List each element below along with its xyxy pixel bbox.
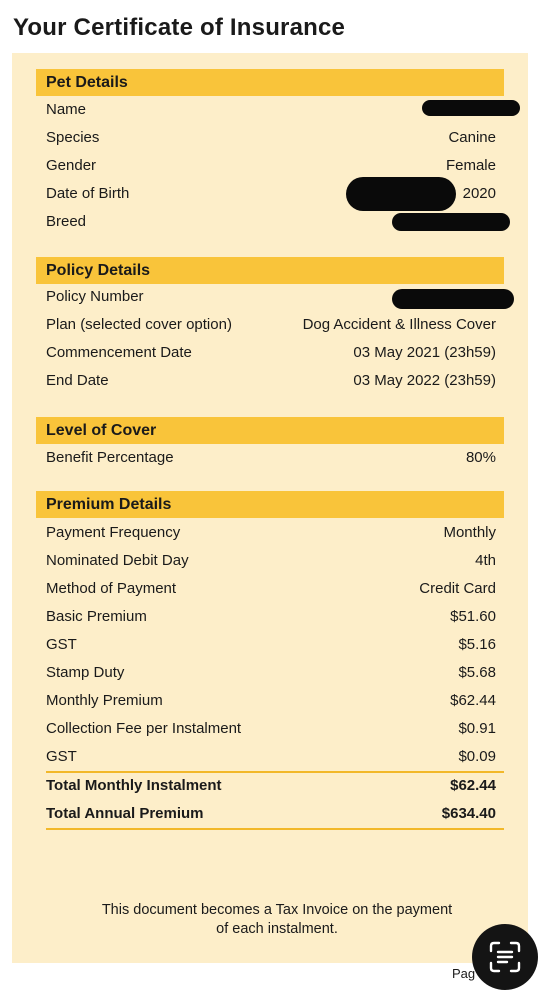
redaction-mark (422, 100, 520, 116)
row-value: $0.91 (458, 720, 496, 737)
row-value: $5.68 (458, 664, 496, 681)
row-value: $62.44 (450, 777, 496, 794)
row-label: Collection Fee per Instalment (46, 720, 242, 737)
tax-invoice-note-line: of each instalment. (216, 921, 338, 937)
row-value: $0.09 (458, 748, 496, 765)
row-label: Nominated Debit Day (46, 552, 189, 569)
row-label: Name (46, 101, 87, 118)
row-label: Payment Frequency (46, 524, 181, 541)
row-value: Monthly (443, 524, 496, 541)
tax-invoice-note-line: This document becomes a Tax Invoice on the payment (101, 902, 453, 918)
stamp-duty-row (46, 660, 496, 686)
row-label: Method of Payment (46, 580, 177, 597)
row-label: Policy Number (46, 288, 144, 305)
gst-row (46, 632, 496, 658)
redaction-mark (392, 213, 510, 231)
commencement-date-row (46, 340, 496, 366)
premium-details-heading: Premium Details (36, 491, 504, 518)
row-value: $634.40 (441, 805, 496, 822)
collection-gst-row (46, 744, 496, 770)
gender-row (46, 153, 496, 179)
row-label: Commencement Date (46, 344, 192, 361)
end-date-row (46, 368, 496, 394)
row-label: End Date (46, 372, 109, 389)
monthly-premium-row (46, 688, 496, 714)
species-row (46, 125, 496, 151)
row-label: Total Monthly Instalment (46, 777, 222, 794)
row-value: 4th (475, 552, 496, 569)
row-value: Dog Accident & Illness Cover (302, 316, 496, 333)
redaction-mark (346, 177, 456, 211)
row-label: Species (46, 129, 100, 146)
payment-frequency-row (46, 520, 496, 546)
row-label: Plan (selected cover option) (46, 316, 232, 333)
total-annual-premium-row (46, 801, 496, 827)
row-label: Breed (46, 213, 87, 230)
row-label: Basic Premium (46, 608, 147, 625)
row-label: Date of Birth (46, 185, 130, 202)
row-value: Credit Card (419, 580, 496, 597)
total-monthly-instalment-row (46, 773, 496, 799)
page-number: Pag (452, 966, 476, 981)
row-label: GST (46, 636, 77, 653)
row-label: Monthly Premium (46, 692, 163, 709)
row-value: 80% (465, 449, 496, 466)
basic-premium-row (46, 604, 496, 630)
document-title: Your Certificate of Insurance (13, 14, 346, 41)
row-label: Stamp Duty (46, 664, 125, 681)
row-value: $5.16 (458, 636, 496, 653)
row-value: Canine (448, 129, 496, 146)
certificate-card (12, 53, 528, 963)
row-value: $51.60 (450, 608, 496, 625)
tax-invoice-note (52, 901, 502, 939)
policy-details-heading: Policy Details (36, 257, 504, 284)
collection-fee-row (46, 716, 496, 742)
row-label: Gender (46, 157, 97, 174)
text-scan-button[interactable] (472, 924, 538, 990)
row-value: 03 May 2021 (23h59) (353, 344, 496, 361)
row-value: 2020 (462, 185, 496, 202)
row-value: $62.44 (450, 692, 496, 709)
text-scan-icon (488, 940, 522, 974)
row-value: 03 May 2022 (23h59) (353, 372, 496, 389)
row-label: Benefit Percentage (46, 449, 174, 466)
benefit-percentage-row (46, 445, 496, 471)
redaction-mark (392, 289, 514, 309)
method-of-payment-row (46, 576, 496, 602)
totals-divider-bottom (46, 828, 504, 830)
pet-details-heading: Pet Details (36, 69, 504, 96)
row-label: Total Annual Premium (46, 805, 204, 822)
plan-row (46, 312, 496, 338)
row-value: Female (445, 157, 496, 174)
level-of-cover-heading: Level of Cover (36, 417, 504, 444)
row-label: GST (46, 748, 77, 765)
nominated-debit-day-row (46, 548, 496, 574)
